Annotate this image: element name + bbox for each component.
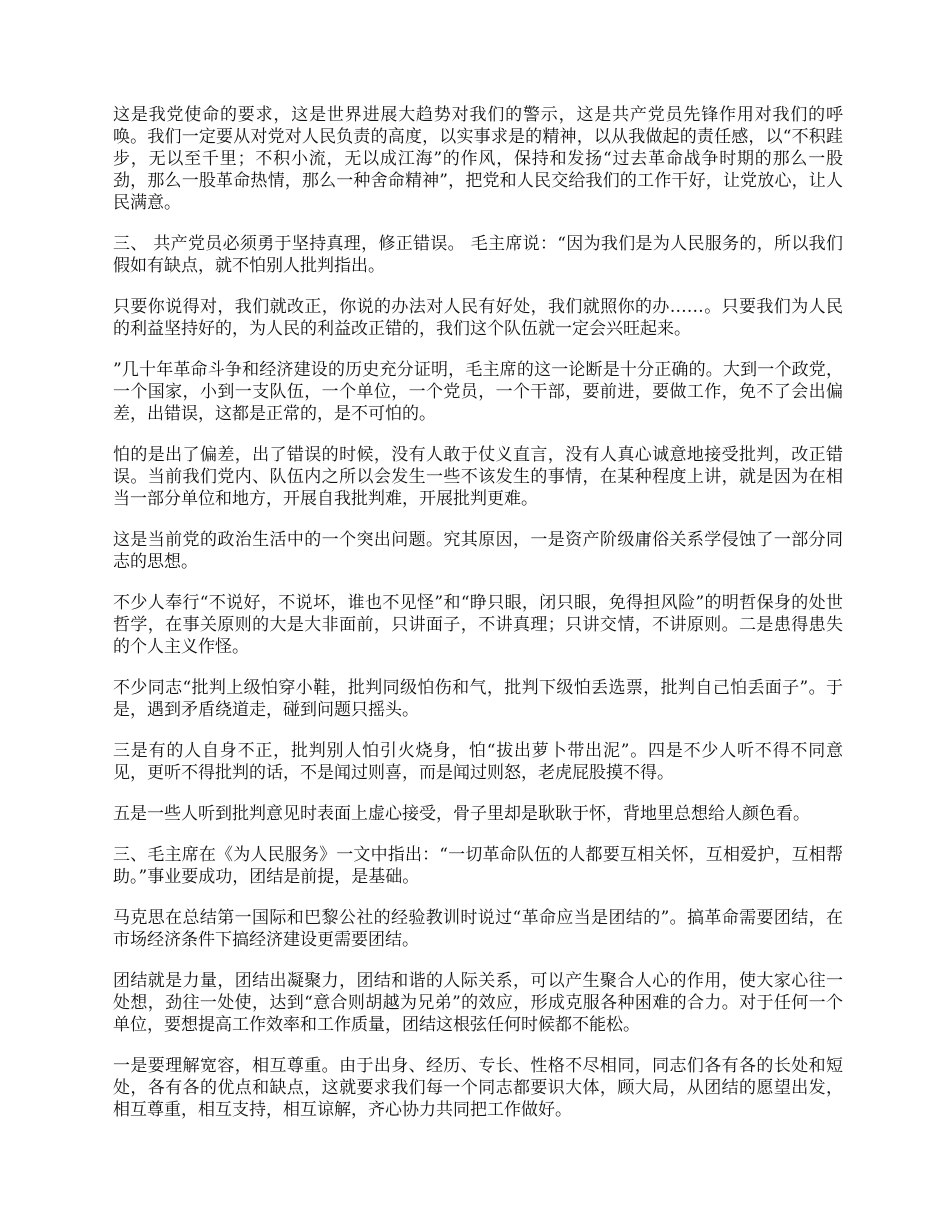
paragraph-9: 三是有的人自身不正，批判别人怕引火烧身，怕“拔出萝卜带出泥”。四是不少人听不得不同意见，更听不得批判的话，不是闻过则喜，而是闻过则怒，老虎屁股摸不得。 <box>113 741 843 783</box>
paragraph-14: 一是要理解宽容，相互尊重。由于出身、经历、专长、性格不尽相同，同志们各有各的长处和短处，各有各的优点和缺点，这就要求我们每一个同志都要识大体，顾大局，从团结的愿望出发，相互尊重，相互支持，相互谅解，齐心协力共同把工作做好。 <box>113 1056 843 1120</box>
paragraph-3: 只要你说得对，我们就改正，你说的办法对人民有好处，我们就照你的办……。只要我们为人民的利益坚持好的，为人民的利益改正错的，我们这个队伍就一定会兴旺起来。 <box>113 297 843 339</box>
paragraph-13: 团结就是力量，团结出凝聚力，团结和谐的人际关系，可以产生聚合人心的作用，使大家心往一处想，劲往一处使，达到“意合则胡越为兄弟”的效应，形成克服各种困难的合力。对于任何一个单位，要想提高工作效率和工作质量，团结这根弦任何时候都不能松。 <box>113 971 843 1035</box>
paragraph-6: 这是当前党的政治生活中的一个突出问题。究其原因，一是资产阶级庸俗关系学侵蚀了一部分同志的思想。 <box>113 530 843 572</box>
paragraph-12: 马克思在总结第一国际和巴黎公社的经验教训时说过“革命应当是团结的”。搞革命需要团结，在市场经济条件下搞经济建设更需要团结。 <box>113 908 843 950</box>
paragraph-1: 这是我党使命的要求，这是世界进展大趋势对我们的警示，这是共产党员先锋作用对我们的呼唤。我们一定要从对党对人民负责的高度，以实事求是的精神，以从我做起的责任感，以“不积跬步，无以至千里；不积小流，无以成江海”的作风，保持和发扬“过去革命战争时期的那么一股劲，那么一股革命热情，那么一种舍命精神”，把党和人民交给我们的工作干好，让党放心，让人民满意。 <box>113 105 843 213</box>
paragraph-2: 三、 共产党员必须勇于坚持真理，修正错误。 毛主席说：“因为我们是为人民服务的，所以我们假如有缺点，就不怕别人批判指出。 <box>113 234 843 276</box>
paragraph-7: 不少人奉行“不说好，不说坏，谁也不见怪”和“睁只眼，闭只眼，免得担风险”的明哲保身的处世哲学，在事关原则的大是大非面前，只讲面子，不讲真理；只讲交情，不讲原则。二是患得患失的个人主义作怪。 <box>113 593 843 657</box>
paragraph-8: 不少同志“批判上级怕穿小鞋，批判同级怕伤和气，批判下级怕丢选票，批判自己怕丢面子”。于是，遇到矛盾绕道走，碰到问题只摇头。 <box>113 678 843 720</box>
paragraph-10: 五是一些人听到批判意见时表面上虚心接受，骨子里却是耿耿于怀，背地里总想给人颜色看。 <box>113 804 810 824</box>
paragraph-11: 三、毛主席在《为人民服务》一文中指出：“一切革命队伍的人都要互相关怀，互相爱护，互相帮助。”事业要成功，团结是前提，是基础。 <box>113 845 843 887</box>
paragraph-4: ”几十年革命斗争和经济建设的历史充分证明，毛主席的这一论断是十分正确的。大到一个政党，一个国家，小到一支队伍，一个单位，一个党员，一个干部，要前进，要做工作，免不了会出偏差，出错误，这都是正常的，是不可怕的。 <box>113 360 843 424</box>
paragraph-5: 怕的是出了偏差，出了错误的时候，没有人敢于仗义直言，没有人真心诚意地接受批判，改正错误。当前我们党内、队伍内之所以会发生一些不该发生的事情，在某种程度上讲，就是因为在相当一部分单位和地方，开展自我批判难，开展批判更难。 <box>113 445 843 509</box>
document-body <box>113 104 843 1140</box>
